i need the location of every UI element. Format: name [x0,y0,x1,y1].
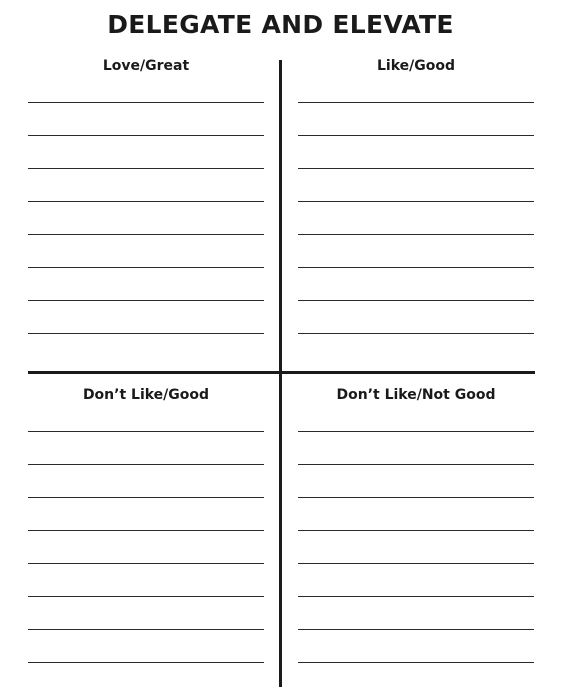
page-title: DELEGATE AND ELEVATE [107,10,454,39]
quadrant-heading: Love/Great [102,58,190,74]
writing-line[interactable] [298,464,534,465]
quadrant-dont-like-good [28,385,264,405]
writing-line[interactable] [28,596,264,597]
writing-line[interactable] [28,530,264,531]
writing-line[interactable] [28,464,264,465]
writing-line[interactable] [28,431,264,432]
quadrant-like-good [298,56,534,76]
writing-line[interactable] [28,102,264,103]
writing-line[interactable] [28,201,264,202]
writing-line[interactable] [298,662,534,663]
writing-line[interactable] [298,234,534,235]
quadrant-heading: Don’t Like/Good [82,387,210,403]
writing-line[interactable] [28,300,264,301]
writing-line[interactable] [298,300,534,301]
writing-line[interactable] [298,629,534,630]
writing-line[interactable] [28,563,264,564]
writing-line[interactable] [298,530,534,531]
writing-line[interactable] [28,267,264,268]
writing-line[interactable] [298,135,534,136]
writing-line[interactable] [298,267,534,268]
writing-line[interactable] [298,102,534,103]
quadrant-heading: Don’t Like/Not Good [336,387,496,403]
writing-line[interactable] [28,168,264,169]
writing-line[interactable] [28,234,264,235]
writing-line[interactable] [298,201,534,202]
quadrant-heading: Like/Good [376,58,455,74]
writing-line[interactable] [28,629,264,630]
writing-line[interactable] [28,135,264,136]
writing-line[interactable] [298,168,534,169]
writing-line[interactable] [298,333,534,334]
quadrant-love-great [28,56,264,76]
writing-line[interactable] [28,497,264,498]
writing-line[interactable] [298,563,534,564]
writing-line[interactable] [298,497,534,498]
writing-line[interactable] [298,431,534,432]
writing-line[interactable] [298,596,534,597]
horizontal-divider [28,371,535,374]
quadrant-dont-like-not-good [298,385,534,405]
writing-line[interactable] [28,662,264,663]
writing-line[interactable] [28,333,264,334]
